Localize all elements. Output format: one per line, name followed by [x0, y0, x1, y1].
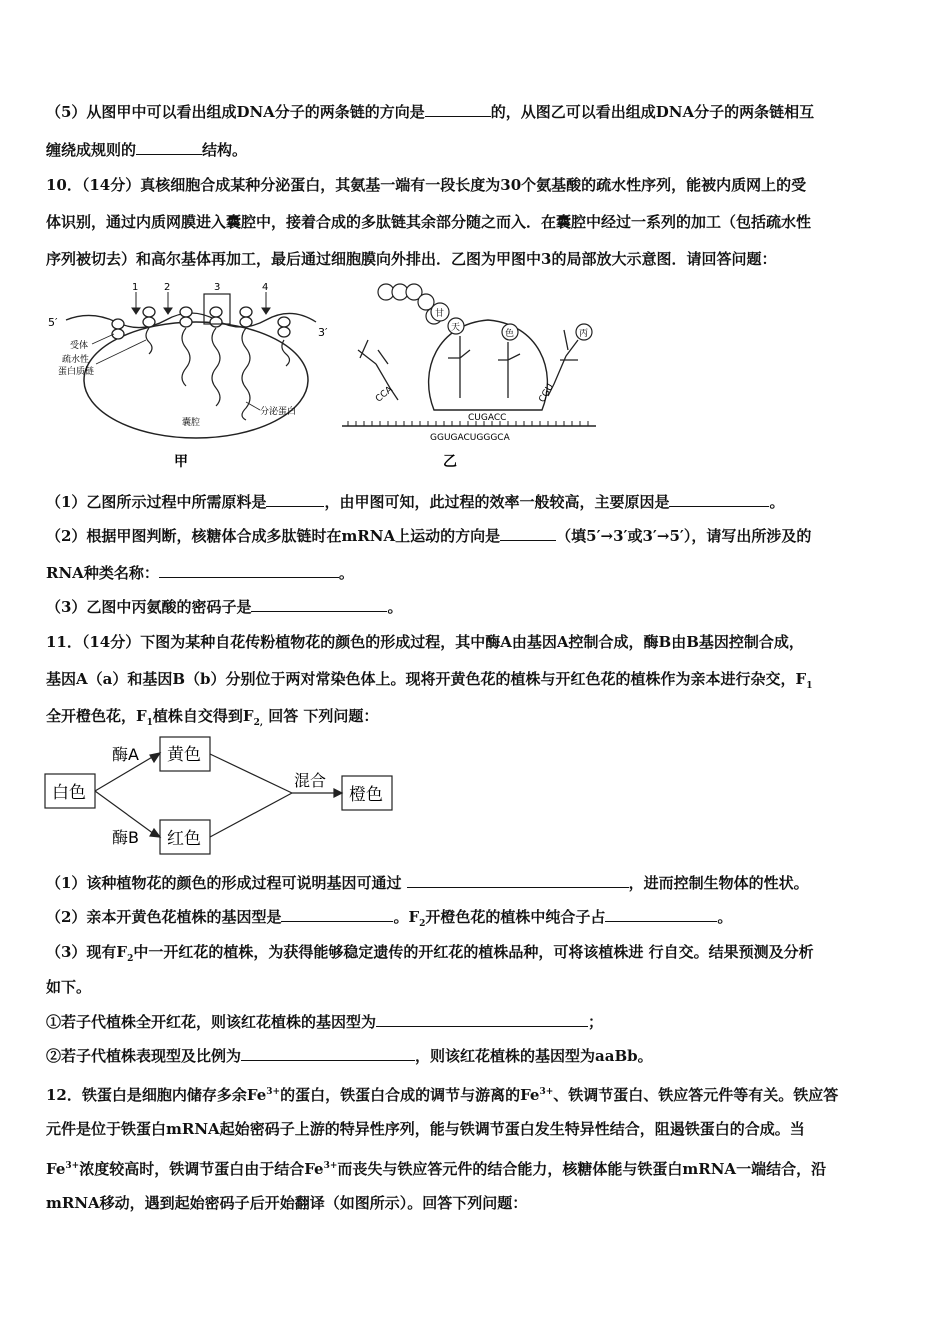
answer-blank[interactable]: [669, 492, 769, 507]
ribosome-large: [429, 320, 548, 410]
q11-case1: ①若子代植株全开红花，则该红花植株的基因型为 ；: [46, 1013, 604, 1031]
label-hydrophobic-2: 蛋白质链: [58, 367, 95, 377]
q11-sub3-line1: （3）现有$F_2$中一开红花的植株，为获得能够稳定遗传的开红花的植株品种，可将该植株进 行自交。结果预测及分析: [46, 943, 814, 964]
answer-blank[interactable]: [376, 1012, 588, 1027]
label-mix: 混合: [294, 771, 327, 790]
flower-color-pathway: [44, 736, 404, 858]
q10-sub3: （3）乙图中丙氨酸的密码子是 。: [46, 598, 403, 616]
anticodon-left: CCA: [373, 384, 395, 405]
q11-case2: ②若子代植株表现型及比例为 ，则该红花植株的基因型为aaBb。: [46, 1047, 653, 1065]
answer-blank[interactable]: [266, 492, 324, 507]
q10-intro-line2: 体识别，通过内质网膜进入囊腔中，接着合成的多肽链其余部分随之而入．在囊腔中经过一系列的加工（包括疏水性: [46, 213, 812, 231]
q11-intro-line2: 基因A（a）和基因B（b）分别位于两对常染色体上。现将开黄色花的植株与开红色花的植株作为亲本进行杂交，$F_1$: [46, 670, 813, 691]
aa-bing: 丙: [579, 329, 589, 339]
q10-sub2-line2: RNA种类名称： 。: [46, 564, 354, 582]
aa-tian: 天: [451, 323, 461, 333]
peptide-beads: [378, 284, 445, 324]
text-orange: 橙色: [349, 785, 383, 805]
q11-intro-line1: 11．（14分）下图为某种自花传粉植物花的颜色的形成过程，其中酶A由基因A控制合成，酶B由B基因控制合成，: [46, 633, 804, 651]
label-enzyme-a: 酶A: [112, 745, 139, 764]
label-secreted-protein: 分泌蛋白: [260, 407, 297, 417]
label-hydrophobic-1: 疏水性: [62, 355, 90, 365]
q12-line4: mRNA移动，遇到起始密码子后开始翻译（如图所示）。回答下列问题：: [46, 1194, 528, 1212]
q10-sub2-line1: （2）根据甲图判断，核糖体合成多肽链时在mRNA上运动的方向是 （填5′→3′或3′→5′），请写出所涉及的: [46, 527, 812, 545]
mrna-teeth: [348, 421, 588, 426]
q10-intro-line1: 10．（14分）真核细胞合成某种分泌蛋白，其氨基一端有一段长度为30个氨基酸的疏水性序列，能被内质网上的受: [46, 176, 807, 194]
aa-se: 色: [505, 329, 515, 339]
q9-part5-line2: 缠绕成规则的 结构。: [46, 141, 248, 159]
caption-jia: 甲: [174, 454, 188, 470]
number-3: 3: [214, 282, 221, 293]
q11-intro-line3: 全开橙色花，$F_1$植株自交得到$F_{2,}$ 回答 下列问题：: [46, 707, 379, 728]
anticodon-right: CGU: [537, 382, 556, 405]
q10-intro-line3: 序列被切去）和高尔基体再加工，最后通过细胞膜向外排出．乙图为甲图中3的局部放大示意图．请回答问题：: [46, 250, 777, 268]
label-lumen: 囊腔: [182, 418, 201, 428]
caption-yi: 乙: [443, 454, 457, 470]
q9-part5-line1: （5）从图甲中可以看出组成DNA分子的两条链的方向是 的，从图乙可以看出组成DNA分子的两条链相互: [46, 103, 815, 121]
figure-yi: [338, 280, 600, 472]
q12-line1: 12．铁蛋白是细胞内储存多余$Fe^{3+}$的蛋白，铁蛋白合成的调节与游离的$Fe^{3+}$、铁调节蛋白、铁应答元件等有关。铁应答: [46, 1086, 839, 1104]
text-yellow: 黄色: [167, 745, 201, 765]
label-enzyme-b: 酶B: [112, 828, 139, 847]
answer-blank[interactable]: [251, 597, 387, 612]
q12-line3: $Fe^{3+}$浓度较高时，铁调节蛋白由于结合$Fe^{3+}$而丧失与铁应答元件的结合能力，核糖体能与铁蛋白mRNA一端结合，沿: [46, 1160, 827, 1178]
number-1: 1: [132, 282, 139, 293]
number-2: 2: [164, 282, 171, 293]
end-5-label: 5′: [48, 316, 58, 329]
pathway-arrows: [95, 753, 342, 837]
q11-sub2: （2）亲本开黄色花植株的基因型是 。$F_2$开橙色花的植株中纯合子占 。: [46, 908, 733, 929]
end-3-label: 3′: [318, 326, 328, 339]
q10-sub1: （1）乙图所示过程中所需原料是 ，由甲图可知，此过程的效率一般较高，主要原因是 。: [46, 493, 785, 511]
answer-blank[interactable]: [407, 873, 629, 888]
q12-line2: 元件是位于铁蛋白mRNA起始密码子上游的特异性序列，能与铁调节蛋白发生特异性结合，阻遏铁蛋白的合成。当: [46, 1120, 805, 1138]
anticodon-mid: CUGACC: [468, 413, 507, 423]
answer-blank[interactable]: [241, 1046, 415, 1061]
q11-sub1: （1）该种植物花的颜色的形成过程可说明基因可通过 ，进而控制生物体的性状。: [46, 874, 809, 892]
answer-blank[interactable]: [425, 102, 491, 117]
text-white: 白色: [52, 783, 86, 803]
text-red: 红色: [167, 829, 201, 849]
answer-blank[interactable]: [159, 563, 339, 578]
q11-sub3-line2: 如下。: [46, 978, 92, 996]
answer-blank[interactable]: [500, 526, 556, 541]
figure-jia: [46, 280, 336, 472]
number-4: 4: [262, 282, 269, 293]
aa-gan: 甘: [435, 309, 445, 319]
mrna-sequence: GGUGACUGGGCA: [430, 433, 510, 443]
answer-blank[interactable]: [281, 907, 393, 922]
answer-blank[interactable]: [136, 140, 202, 155]
answer-blank[interactable]: [605, 907, 717, 922]
label-receptor: 受体: [70, 341, 89, 351]
